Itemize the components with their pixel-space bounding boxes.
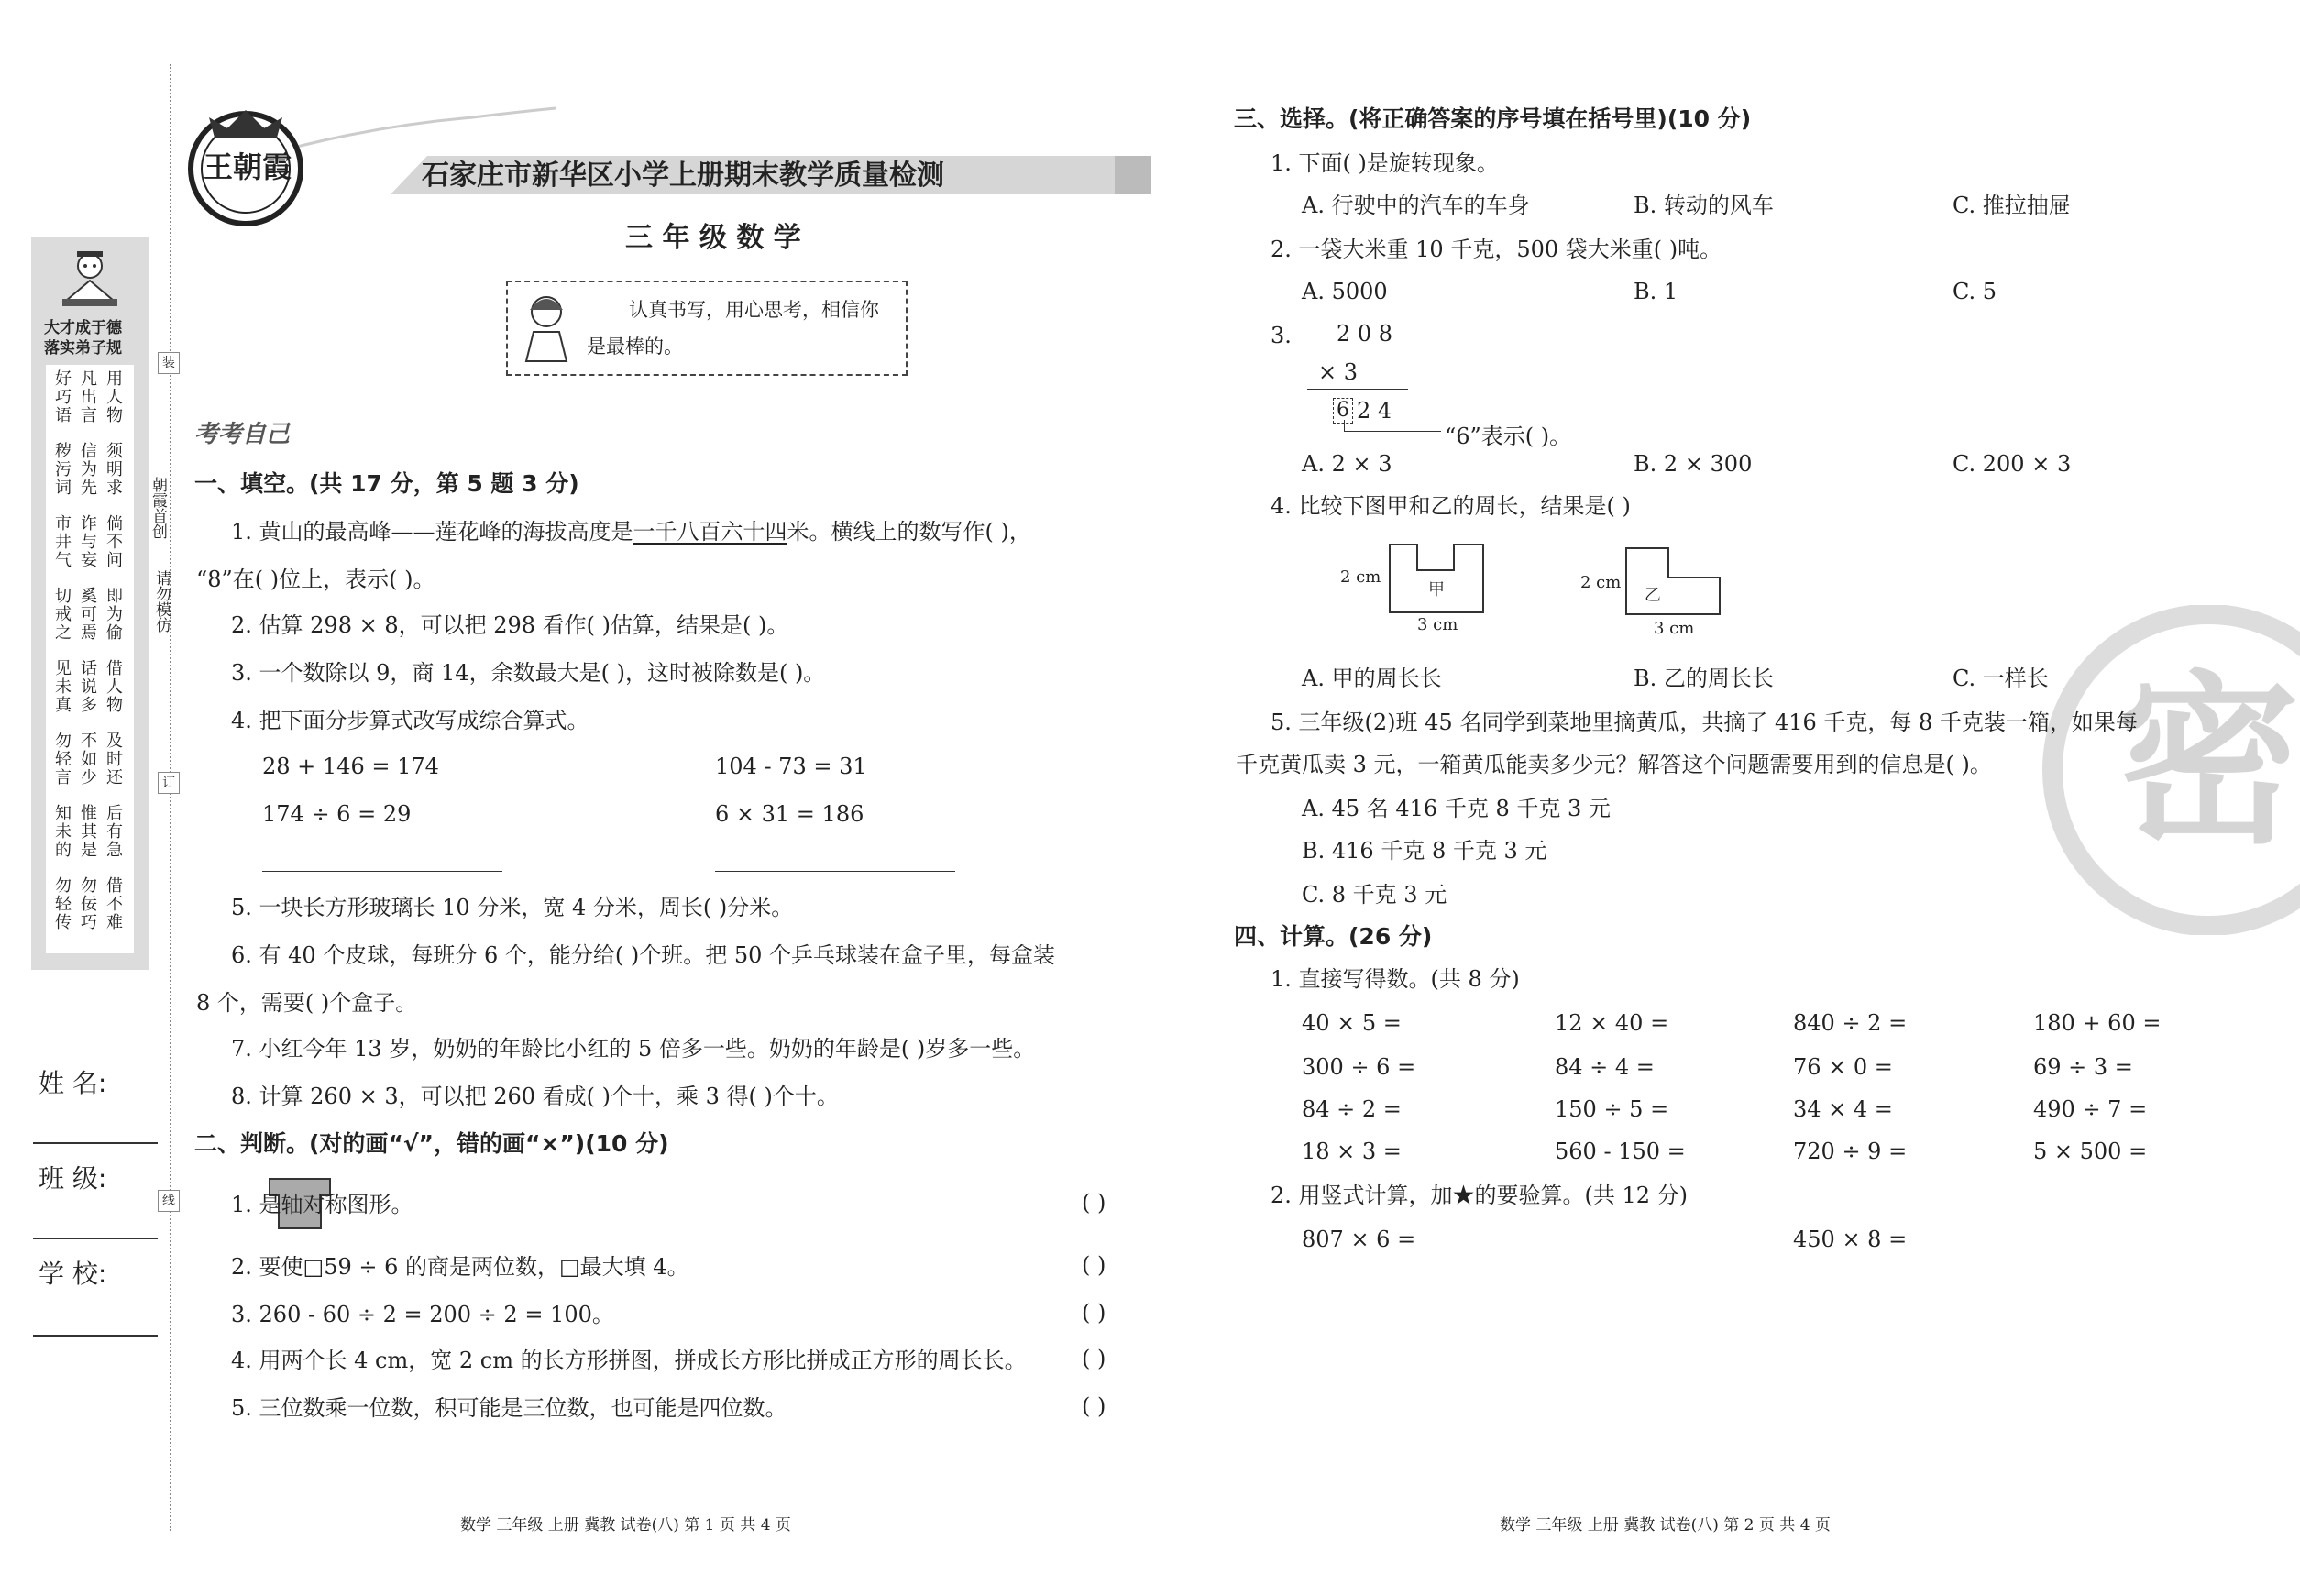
class-field[interactable] <box>33 1238 158 1239</box>
motto-text: 惟其是 <box>81 804 97 860</box>
shape-yi-label: 乙 <box>1645 586 1661 605</box>
s2-item1: 1. 是轴对称图形。 <box>231 1192 413 1217</box>
s3-q1-opt-c: C. 推拉抽屉 <box>1953 193 2071 218</box>
s3-q3-opt-a: A. 2 × 3 <box>1302 451 1392 477</box>
publisher-logo-text: 王朝霞 <box>204 149 292 184</box>
calc-item: 840 ÷ 2 = <box>1793 1010 1908 1036</box>
sidebar-motto-panel <box>31 237 149 970</box>
s2-item5: 5. 三位数乘一位数，积可能是三位数，也可能是四位数。 <box>231 1395 787 1421</box>
name-field[interactable] <box>33 1142 158 1144</box>
s3-q2-opt-b: B. 1 <box>1634 279 1678 304</box>
motto-text: 话说多 <box>81 659 97 715</box>
calc-item: 12 × 40 = <box>1555 1010 1669 1036</box>
s3-q1: 1. 下面( )是旋转现象。 <box>1271 150 1499 176</box>
s2-answer-5[interactable]: ( ) <box>1082 1393 1106 1419</box>
section2-heading: 二、判断。(对的画“√”，错的画“×”)(10 分) <box>194 1130 669 1157</box>
shape-yi <box>1624 546 1725 620</box>
s2-item4: 4. 用两个长 4 cm，宽 2 cm 的长方形拼图，拼成长方形比拼成正方形的周长长。 <box>231 1348 1027 1373</box>
s3-q3-number: 3. <box>1271 323 1292 348</box>
s3-q3-opt-b: B. 2 × 300 <box>1634 451 1753 477</box>
shape-yi-height: 2 cm <box>1580 573 1622 592</box>
page-title: 石家庄市新华区小学上册期末教学质量检测 <box>422 160 944 192</box>
s1-q8: 8. 计算 260 × 3，可以把 260 看成( )个十，乘 3 得( )个十。 <box>231 1084 839 1109</box>
motto-text: 倘不问 <box>106 514 123 570</box>
motto-text: 切戒之 <box>55 587 72 643</box>
school-field[interactable] <box>33 1335 158 1337</box>
shape-jia-height: 2 cm <box>1340 567 1381 587</box>
s2-item3: 3. 260 - 60 ÷ 2 = 200 ÷ 2 = 100。 <box>231 1302 614 1327</box>
sidebar-top-line2: 落实弟子规 <box>44 339 122 358</box>
binding-line <box>170 64 171 1531</box>
s4-sub1: 1. 直接写得数。(共 8 分) <box>1271 966 1520 992</box>
motto-text: 后有急 <box>106 804 123 860</box>
s1-q4-answer-line-right[interactable] <box>715 871 955 872</box>
s3-q5-opt-c: C. 8 千克 3 元 <box>1302 882 1447 908</box>
calc-item: 34 × 4 = <box>1793 1096 1893 1122</box>
calc-item: 720 ÷ 9 = <box>1793 1139 1908 1164</box>
motto-text: 凡出言 <box>81 369 97 425</box>
s1-q1-part2: 米。横线上的数写作( )， <box>787 519 1031 545</box>
s1-q5: 5. 一块长方形玻璃长 10 分米，宽 4 分米，周长( )分米。 <box>231 895 794 920</box>
s3-q3-pointer-stem <box>1344 420 1345 431</box>
calc-item: 84 ÷ 2 = <box>1302 1096 1402 1122</box>
s3-q4-opt-c: C. 一样长 <box>1953 666 2049 691</box>
s4-calc-1: 807 × 6 = <box>1302 1227 1416 1252</box>
motto-text: 借不难 <box>106 876 123 932</box>
calc-item: 180 + 60 = <box>2033 1010 2162 1036</box>
motto-text: 好巧语 <box>55 369 72 425</box>
s3-q1-opt-a: A. 行驶中的汽车的车身 <box>1302 193 1530 218</box>
calc-item: 84 ÷ 4 = <box>1555 1054 1655 1080</box>
s2-answer-1[interactable]: ( ) <box>1082 1190 1106 1216</box>
s1-q1-line1 <box>231 517 1031 546</box>
encourage-line1: 认真书写，用心思考，相信你 <box>629 299 879 321</box>
stamp-char: 密 <box>2116 655 2300 869</box>
calc-item: 560 - 150 = <box>1555 1139 1686 1164</box>
motto-text: 即为偷 <box>106 587 123 643</box>
s1-q6-line1: 6. 有 40 个皮球，每班分 6 个，能分给( )个班。把 50 个乒乓球装在盒子里，每盒装 <box>231 942 1056 968</box>
s1-q7: 7. 小红今年 13 岁，奶奶的年龄比小红的 5 倍多一些。奶奶的年龄是( )岁多一些。 <box>231 1036 1036 1062</box>
binding-mark-xian: 线 <box>158 1190 180 1212</box>
encourage-line2: 是最棒的。 <box>587 336 683 358</box>
calc-item: 40 × 5 = <box>1302 1010 1402 1036</box>
s1-q4-answer-line-left[interactable] <box>262 871 502 872</box>
s3-q3-mul: × 3 <box>1318 359 1359 385</box>
motto-text: 用人物 <box>106 369 123 425</box>
s1-q1-underlined: 一千八百六十四 <box>633 519 787 545</box>
section4-heading: 四、计算。(26 分) <box>1234 923 1433 950</box>
s3-q2-opt-c: C. 5 <box>1953 279 1997 304</box>
motto-text: 市井气 <box>55 514 72 570</box>
motto-text: 见未真 <box>55 659 72 715</box>
s1-q4: 4. 把下面分步算式改写成综合算式。 <box>231 708 589 733</box>
calc-item: 18 × 3 = <box>1302 1139 1402 1164</box>
s3-q3-label: “6”表示( )。 <box>1445 424 1572 449</box>
motto-text: 信为先 <box>81 442 97 498</box>
s1-q1-line2: “8”在( )位上，表示( )。 <box>196 567 435 592</box>
calc-item: 5 × 500 = <box>2033 1139 2148 1164</box>
school-label: 学 校: <box>39 1259 107 1289</box>
s3-q2: 2. 一袋大米重 10 千克，500 袋大米重( )吨。 <box>1271 237 1722 262</box>
s4-calc-2: 450 × 8 = <box>1793 1227 1908 1252</box>
self-test-label: 考考自己 <box>194 421 291 448</box>
cartoon-girl-icon <box>519 292 574 365</box>
s1-q4-eq3: 104 - 73 = 31 <box>715 754 867 779</box>
s4-sub2: 2. 用竖式计算，加★的要验算。(共 12 分) <box>1271 1183 1689 1208</box>
s3-q4-opt-b: B. 乙的周长长 <box>1634 666 1774 691</box>
sidebar-top-line1: 大才成于德 <box>44 319 122 337</box>
subject-title: 三 年 级 数 学 <box>625 222 801 254</box>
calc-item: 69 ÷ 3 = <box>2033 1054 2133 1080</box>
shape-jia-label: 甲 <box>1428 580 1445 600</box>
s1-q4-eq1: 28 + 146 = 174 <box>262 754 439 779</box>
motto-text: 秽污词 <box>55 442 72 498</box>
calc-item: 300 ÷ 6 = <box>1302 1054 1416 1080</box>
motto-text: 借人物 <box>106 659 123 715</box>
s3-q3-pointer <box>1344 431 1441 432</box>
motto-text: 勿轻传 <box>55 876 72 932</box>
s3-q5-line1: 5. 三年级(2)班 45 名同学到菜地里摘黄瓜，共摘了 416 千克，每 8 千克装一箱，如果每 <box>1271 710 2138 735</box>
s3-q4: 4. 比较下图甲和乙的周长，结果是( ) <box>1271 493 1631 519</box>
s3-q5-opt-a: A. 45 名 416 千克 8 千克 3 元 <box>1302 796 1611 821</box>
s3-q3-opt-c: C. 200 × 3 <box>1953 451 2072 477</box>
s1-q6-line2: 8 个，需要( )个盒子。 <box>196 990 418 1016</box>
s3-q5-opt-b: B. 416 千克 8 千克 3 元 <box>1302 838 1547 864</box>
motto-text: 勿轻言 <box>55 732 72 787</box>
calc-item: 490 ÷ 7 = <box>2033 1096 2148 1122</box>
section1-heading: 一、填空。(共 17 分，第 5 题 3 分) <box>194 470 579 497</box>
note-no-copy: 请勿模仿 <box>152 570 171 633</box>
motto-text: 不如少 <box>81 732 97 787</box>
s3-q5-line2: 千克黄瓜卖 3 元，一箱黄瓜能卖多少元？解答这个问题需要用到的信息是( )。 <box>1236 752 1992 777</box>
motto-text: 及时还 <box>106 732 123 787</box>
s3-q3-result: 2 4 <box>1357 398 1392 424</box>
scholar-figure-icon <box>53 244 127 315</box>
motto-text: 须明求 <box>106 442 123 498</box>
confidential-stamp <box>2025 605 2300 935</box>
binding-mark-ding: 订 <box>158 772 180 794</box>
s3-q4-opt-a: A. 甲的周长长 <box>1302 666 1442 691</box>
class-label: 班 级: <box>39 1163 107 1194</box>
footer-left: 数学 三年级 上册 冀教 试卷(八) 第 1 页 共 4 页 <box>460 1516 791 1535</box>
section3-heading: 三、选择。(将正确答案的序号填在括号里)(10 分) <box>1234 105 1752 132</box>
s3-q3-line <box>1307 389 1408 390</box>
shape-yi-width: 3 cm <box>1654 619 1695 638</box>
calc-item: 150 ÷ 5 = <box>1555 1096 1669 1122</box>
calc-item: 76 × 0 = <box>1793 1054 1893 1080</box>
s3-q2-opt-a: A. 5000 <box>1302 279 1388 304</box>
s2-answer-3[interactable]: ( ) <box>1082 1300 1106 1326</box>
s3-q3-result-box: 6 <box>1333 398 1353 424</box>
s2-answer-4[interactable]: ( ) <box>1082 1346 1106 1371</box>
motto-grid <box>50 370 132 948</box>
motto-text: 诈与妄 <box>81 514 97 570</box>
note-original: 朝霞首创 <box>149 477 167 539</box>
s1-q2: 2. 估算 298 × 8，可以把 298 看作( )估算，结果是( )。 <box>231 612 789 638</box>
s3-q1-opt-b: B. 转动的风车 <box>1634 193 1774 218</box>
s3-q3-top: 2 0 8 <box>1337 321 1393 347</box>
motto-text: 奚可焉 <box>81 587 97 643</box>
footer-right: 数学 三年级 上册 冀教 试卷(八) 第 2 页 共 4 页 <box>1500 1516 1831 1535</box>
s2-answer-2[interactable]: ( ) <box>1082 1252 1106 1278</box>
s1-q4-eq4: 6 × 31 = 186 <box>715 801 864 827</box>
motto-text: 知未的 <box>55 804 72 860</box>
s1-q4-eq2: 174 ÷ 6 = 29 <box>262 801 412 827</box>
motto-text: 勿佞巧 <box>81 876 97 932</box>
s1-q3: 3. 一个数除以 9，商 14，余数最大是( )，这时被除数是( )。 <box>231 660 826 686</box>
binding-mark-zhuang: 装 <box>158 352 180 374</box>
s1-q1-part1: 1. 黄山的最高峰——莲花峰的海拔高度是 <box>231 519 633 545</box>
name-label: 姓 名: <box>39 1068 107 1098</box>
shape-jia-width: 3 cm <box>1417 615 1458 634</box>
s2-item2: 2. 要使□59 ÷ 6 的商是两位数，□最大填 4。 <box>231 1254 689 1280</box>
